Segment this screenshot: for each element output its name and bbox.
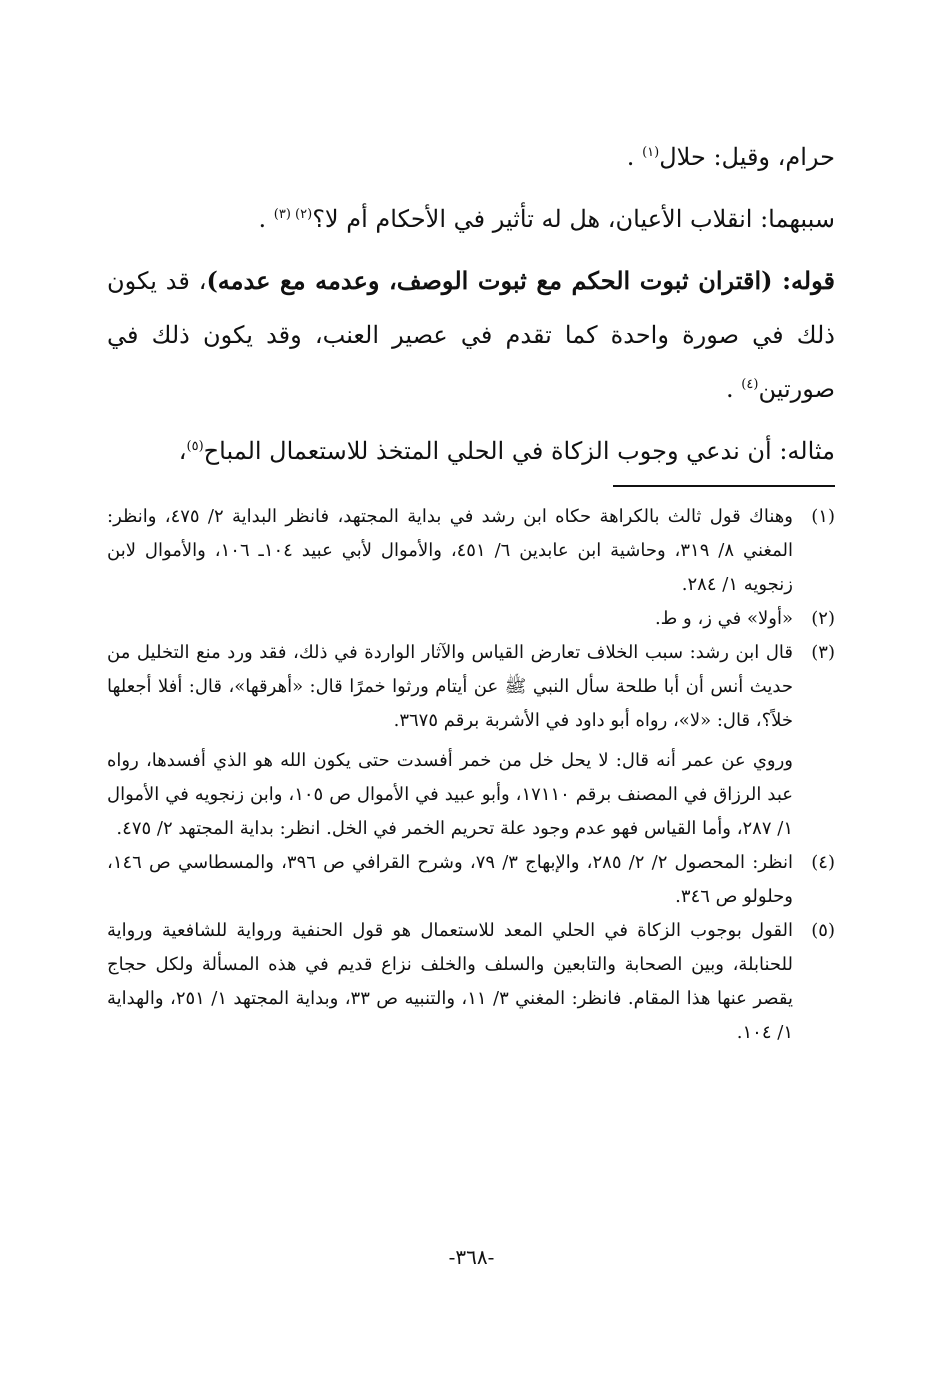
paragraph-text: ، قد يكون ذلك في صورة واحدة كما تقدم في عصير العنب، وقد يكون ذلك في صورتين: [107, 267, 835, 403]
footnote-body: [107, 602, 793, 636]
main-paragraph-2: [107, 192, 835, 246]
paragraph-end: ،: [178, 437, 187, 465]
page-number: -٣٦٨-: [448, 1245, 495, 1269]
footnote-text: وهناك قول ثالث بالكراهة حكاه ابن رشد في بداية المجتهد، فانظر البداية ٢/ ٤٧٥، وانظر: المغني ٨/ ٣١٩، وحاشية ابن عابدين ٦/ ٤٥١، والأموال لأبي عبيد ١٠٤ـ ١٠٦، والأموال لابن زنجويه ١/ ٢٨٤.: [107, 506, 793, 595]
footnote-text: القول بوجوب الزكاة في الحلي المعد للاستعمال هو قول الحنفية ورواية للشافعية ورواية للحنابلة، وبين الصحابة والتابعين والسلف والخلف نزاع قديم في هذه المسألة ولكل حجاج يقصر عنها هذا المقام. فانظر: المغني ٣/ ١١، والتنبيه ص ٣٣، وبداية المجتهد ١/ ٢٥١، والهداية ١/ ١٠٤.: [107, 920, 793, 1043]
main-paragraph-3: [107, 254, 835, 416]
footnote-5: [107, 914, 835, 1050]
footnote-ref: (٤): [741, 377, 759, 392]
footnote-ref: (٥): [186, 439, 204, 454]
footnote-body: [107, 500, 793, 602]
footnote-text: انظر: المحصول ٢/ ٢/ ٢٨٥، والإبهاج ٣/ ٧٩، وشرح القرافي ص ٣٩٦، والمسطاسي ص ١٤٦، وحلولو ص ٣٤٦.: [107, 852, 793, 907]
paragraph-text: حرام، وقيل: حلال: [659, 143, 835, 171]
footnote-ref: (١): [642, 145, 660, 160]
footnote-marker: (١): [811, 506, 835, 527]
footnote-marker: (٢): [811, 608, 835, 629]
main-paragraph-1: [107, 130, 835, 184]
footnote-1: [107, 500, 835, 602]
paragraph-end: .: [626, 143, 635, 171]
footnote-marker: (٣): [811, 642, 835, 663]
footnote-separator: [613, 485, 835, 487]
quoted-statement: قوله: (اقتران ثبوت الحكم مع ثبوت الوصف، وعدمه مع عدمه): [206, 266, 835, 295]
paragraph-text: سببهما: انقلاب الأعيان، هل له تأثير في الأحكام أم لا؟: [312, 205, 835, 233]
footnotes: [107, 500, 835, 1050]
footnote-text: وروي عن عمر أنه قال: لا يحل خل من خمر أفسدت حتى يكون الله هو الذي أفسدها، رواه عبد الرزاق في المصنف برقم ١٧١١٠، وأبو عبيد في الأموال ص ١٠٥، وابن زنجويه في الأموال ١/ ٢٨٧، وأما القياس فهو عدم وجود علة تحريم الخمر في الخل. انظر: بداية المجتهد ٢/ ٤٧٥.: [107, 750, 793, 839]
footnote-2: [107, 602, 835, 636]
footnote-ref: (٢) (٣): [273, 207, 313, 222]
paragraph-end: .: [726, 375, 734, 403]
footnote-marker: (٤): [811, 852, 835, 873]
footnote-body: [107, 636, 793, 846]
paragraph-text: مثاله: أن ندعي وجوب الزكاة في الحلي المتخذ للاستعمال المباح: [203, 437, 835, 465]
footnote-3: [107, 636, 835, 846]
footnote-text: «أولا» في ز، و ط.: [654, 608, 793, 629]
main-paragraph-4: [107, 424, 835, 478]
footnote-marker: (٥): [811, 920, 835, 941]
footnote-text: قال ابن رشد: سبب الخلاف تعارض القياس والآثار الواردة في ذلك، فقد ورد منع التخليل من حديث أنس أن أبا طلحة سأل النبي ﷺ عن أيتام ورثوا خمرًا قال: «أهرقها»، قال: أفلا أجعلها خلاً؟، قال: «لا»، رواه أبو داود في الأشربة برقم ٣٦٧٥.: [107, 642, 793, 731]
paragraph-end: .: [258, 205, 267, 233]
footnote-4: [107, 846, 835, 914]
footnote-body: [107, 914, 793, 1050]
main-text: [107, 130, 835, 478]
footnote-body: [107, 846, 793, 914]
